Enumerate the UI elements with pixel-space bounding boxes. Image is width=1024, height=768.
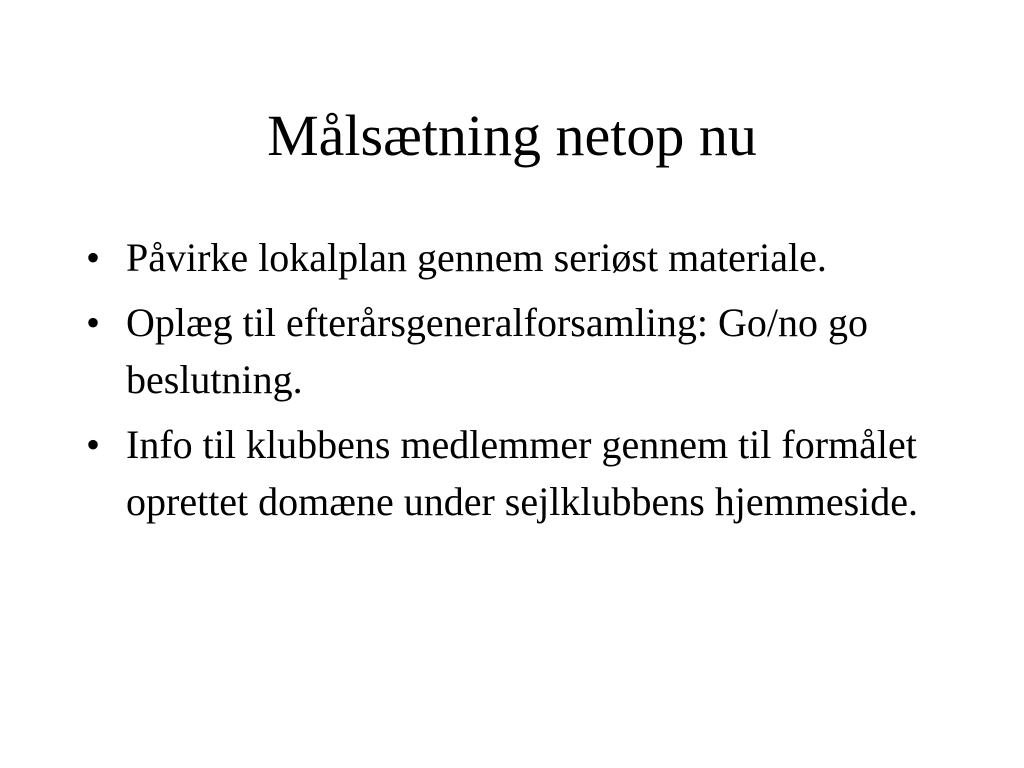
bullet-item <box>84 294 944 408</box>
bullet-icon: • <box>86 422 101 467</box>
bullet-text: Info til klubbens medlemmer gennem til formålet oprettet domæne under sejlklubbens hjemmeside. <box>126 422 919 524</box>
bullet-item <box>84 229 944 286</box>
bullet-icon: • <box>86 300 101 345</box>
bullet-icon: • <box>86 235 101 280</box>
bullet-list <box>84 229 944 538</box>
bullet-item <box>84 416 944 530</box>
bullet-text: Oplæg til efterårsgeneralforsamling: Go/no go beslutning. <box>126 300 869 402</box>
slide-title: Målsætning netop nu <box>267 103 757 168</box>
bullet-text: Påvirke lokalplan gennem seriøst materiale. <box>126 235 827 280</box>
